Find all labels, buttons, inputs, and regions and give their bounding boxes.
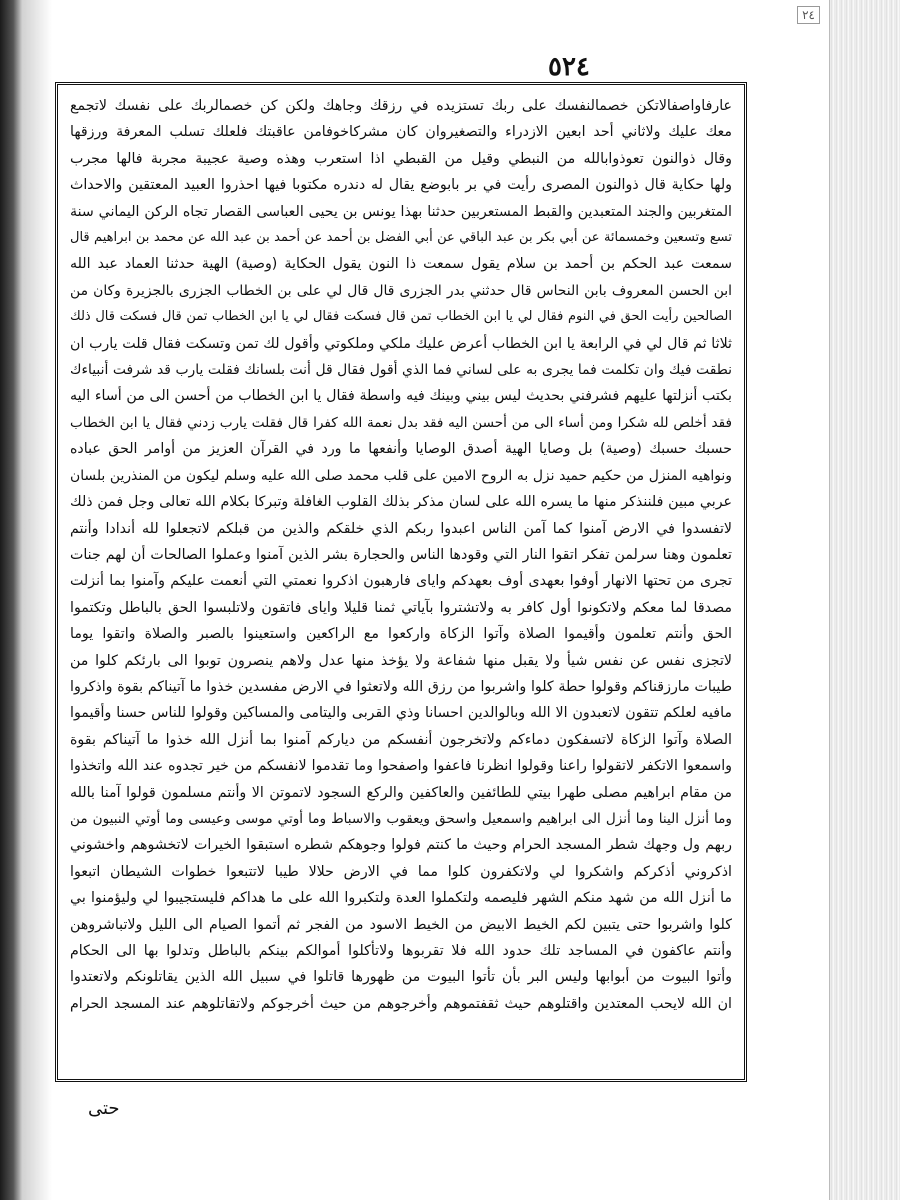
text-line: اذكروني أذكركم واشكروا لي ولاتكفرون كلوا مما في الارض حلالا طيبا لاتتبعوا خطوات الشيطان اتبعوا xyxy=(70,863,732,880)
text-line: وأنتم عاكفون في المساجد تلك حدود الله فلا تقربوها ولاتأكلوا أموالكم بينكم بالباطل وتدلوا بها الى الحكام xyxy=(70,943,732,959)
text-line: تعلمون وهنا سرلمن تفكر اتقوا النار التي وقودها الناس والحجارة بشر الذين آمنوا وعملوا الصالحات أن لهم جنات xyxy=(70,546,732,563)
text-line: تجرى من تحتها الانهار أوفوا بعهدى أوف بعهدكم واياى فارهبون اذكروا نعمتي التي أنعمت عليكم وآمنوا بما أنزلت xyxy=(70,573,732,590)
text-frame xyxy=(55,82,747,1082)
text-line: وأتوا البيوت من أبوابها وليس البر بأن تأتوا البيوت من ظهورها قاتلوا في سبيل الله الذين يقاتلونكم ولاتعتدوا xyxy=(70,969,732,986)
text-line: المتغربين والجند المتعبدين والقبط المستعربين حدثنا بهذا يونس بن يحيى العباسى القصار تجاه الركن اليماني سنة xyxy=(70,203,732,220)
text-line: ربهم ول وجهك شطر المسجد الحرام وحيث ما كنتم فولوا وجوهكم شطره استبقوا الخيرات لاتخشوهم واخشوني xyxy=(70,837,732,854)
page-number: ٥٢٤ xyxy=(548,52,590,82)
text-line: ابن الحسن المعروف بابن النحاس قال حدثني بدر الجزرى قال قال لي على بن الخطاب الجزرى بالجزيرة وكان من xyxy=(70,282,732,299)
text-line: مصدقا لما معكم ولاتكونوا أول كافر به ولاتشتروا بآياتي ثمنا قليلا واياى فاتقون ولاتلبسوا الحق بالباطل وتكتموا xyxy=(70,599,732,616)
text-line: طيبات مارزقناكم وقولوا حطة كلوا واشربوا من رزق الله ولاتعثوا في الارض مفسدين خذوا ما آتيناكم بقوة واذكروا xyxy=(70,678,732,695)
text-line: عربي مبين فلننذكر منها ما يسره الله على لسان مذكر بذلك القلوب الغافلة وتبركا بكلام الله تعالى وجل فمن ذلك xyxy=(70,494,732,511)
text-line: وما أنزل الينا وما أنزل الى ابراهيم واسمعيل واسحق ويعقوب والاسباط وما أوتي موسى وعيسى وما أوتي النبيون من xyxy=(70,810,732,827)
text-line: من مقام ابراهيم مصلى طهرا بيتي للطائفين والعاكفين والركع السجود لاتموتن الا وأنتم مسلمون قولوا آمنا بالله xyxy=(70,784,732,801)
text-line: نطقت فيك وان تكلمت فما يجرى به على لساني فما الذي أقول فقال قل أنت بلسانك فقلت يارب قد شرفت أنبياءك xyxy=(70,362,732,379)
gutter-shadow xyxy=(22,0,52,1200)
text-line: عارفاواصفالاتكن خصمالنفسك على ربك تستزيده في رزقك وجاهك ولكن كن خصمالربك على نفسك لاتجمع xyxy=(70,98,732,114)
text-line: ونواهيه المنزل من حكيم حميد نزل به الروح الامين على قلب محمد صلى الله عليه وسلم ليكون من المنذرين بلسان xyxy=(70,467,732,484)
catchword: حتى xyxy=(88,1098,120,1119)
text-line: ولها حكاية قال ذوالنون المصرى رأيت في بر بابوضع يقال له دندره مكتوبا فيها احذروا العبيد المعتقين والاحداث xyxy=(70,177,732,194)
text-line: ان الله لايحب المعتدين واقتلوهم حيث ثقفتموهم وأخرجوهم من حيث أخرجوكم ولاتقاتلوهم عند المسجد الحرام xyxy=(70,995,732,1012)
text-line: سمعت عبد الحكم بن أحمد بن سلام يقول سمعت ذا النون يقول الحكاية (وصية) الهية حدثنا العماد عبد الله xyxy=(70,256,732,273)
main-text-block xyxy=(70,93,732,1017)
book-binding-gutter xyxy=(0,0,22,1200)
text-line: كلوا واشربوا حتى يتبين لكم الخيط الابيض من الخيط الاسود من الفجر ثم أتموا الصيام الى الليل ولاتباشروهن xyxy=(70,916,732,933)
text-line: حسبك حسبك (وصية) بل وصايا الهية أصدق الوصايا وأنفعها ما ورد في القرآن العزيز من أوامر الحق عباده xyxy=(70,441,732,458)
text-line: فقد أخلص لله شكرا ومن أساء الى من أحسن اليه فقد بدل نعمة الله كفرا قال فقلت يارب زدني فقال يا ابن الخطاب xyxy=(70,414,732,431)
page-edges xyxy=(829,0,900,1200)
text-line: لاتجزى نفس عن نفس شيأ ولا يقبل منها شفاعة ولا يؤخذ منها عدل ولاهم ينصرون توبوا الى بارئكم كلوا من xyxy=(70,652,732,669)
corner-mark: ٢٤ xyxy=(797,6,820,24)
text-line: واسمعوا الاتكفر لاتقولوا راعنا وقولوا انظرنا فاعفوا واصفحوا وما تقدموا لانفسكم من خير تجدوه عند الله واتخذوا xyxy=(70,758,732,775)
text-line: الحق وأنتم تعلمون وأقيموا الصلاة وآتوا الزكاة واركعوا مع الراكعين واستعينوا بالصبر والصلاة واتقوا يوما xyxy=(70,626,732,643)
text-line: تسع وتسعين وخمسمائة عن أبي بكر بن عبد الباقي عن أبي الفضل بن أحمد عن أحمد بن عبد الله عن محمد بن ابراهيم قال xyxy=(70,230,732,246)
text-line: ثلاثا ثم قال لي في الرابعة يا ابن الخطاب أعرض عليك ملكي وملكوتي وأقول لك تمن وتسكت فقال قلت يارب ان xyxy=(70,335,732,352)
text-line: الصلاة وآتوا الزكاة لاتسفكون دماءكم ولاتخرجون أنفسكم من دياركم آمنوا بما أنزل الله خذوا ما آتيناكم بقوة xyxy=(70,731,732,748)
text-line: معك عليك ولاثاني أحد ابعين الازدراء والتصغيروان كان مشركاخوفامن عاقبتك فلعلك تسلب المعرفة ورزقها xyxy=(70,124,732,141)
text-line: ما أنزل الله من شهد منكم الشهر فليصمه ولتكملوا العدة ولتكبروا الله على ما هداكم فليستجيبوا لي وليؤمنوا بي xyxy=(70,890,732,907)
text-line: بكتب أنزلتها عليهم فشرفني بحديث ليس بيني وبينك فيه واسطة فقال يا ابن الخطاب من أحسن الى من أساء اليه xyxy=(70,388,732,405)
text-line: لاتفسدوا في الارض آمنوا كما آمن الناس اعبدوا ربكم الذي خلقكم والذين من قبلكم لاتجعلوا لله أندادا وأنتم xyxy=(70,520,732,537)
text-line: وقال ذوالنون تعوذوابالله من النبطي وقيل من القبطي اذا استعرب وهذه وصية عجيبة مجربة فالها مجرب xyxy=(70,150,732,167)
text-line: الصالحين رأيت الحق في النوم فقال لي يا ابن الخطاب تمن قال فسكت فقال لي يا ابن الخطاب تمن قال فسكت قال ذلك xyxy=(70,309,732,325)
text-line: مافيه لعلكم تتقون لاتعبدون الا الله وبالوالدين احسانا وذي القربى واليتامى والمساكين وقولوا للناس حسنا وأقيموا xyxy=(70,705,732,722)
